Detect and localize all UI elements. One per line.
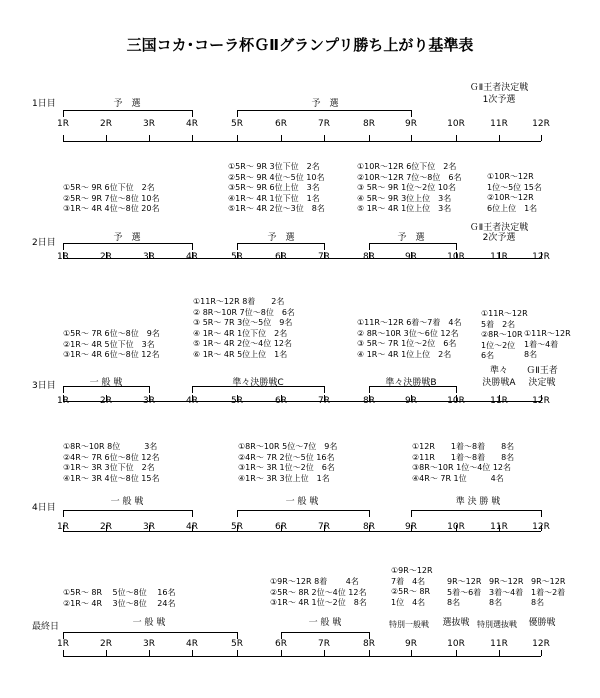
qualification-note — [524, 329, 571, 361]
group-bracket — [63, 110, 193, 117]
group-bracket — [411, 510, 542, 517]
round-label: 5R — [231, 396, 243, 406]
round-tick — [237, 650, 238, 656]
group-bracket — [63, 243, 193, 250]
note-line: ④1R～ 3R 3位上位 1名 — [238, 473, 330, 483]
note-line: ③1R～ 3R 1位～2位 6名 — [238, 463, 335, 472]
round-tick — [411, 650, 412, 656]
round-label: 3R — [143, 119, 155, 129]
round-axis — [63, 141, 541, 142]
qualification-note — [357, 318, 461, 360]
round-axis — [63, 531, 541, 532]
segment-header: 準 決 勝 戦 — [455, 497, 501, 507]
group-bracket — [281, 632, 370, 639]
segment-header: 1次予選 — [482, 95, 516, 105]
qualification-note — [270, 577, 367, 609]
group-bracket — [237, 243, 325, 250]
segment-header: 準々決勝戦C — [232, 378, 284, 388]
round-label: 11R — [490, 639, 508, 649]
round-label: 1R — [57, 119, 69, 129]
round-label: 1R — [57, 252, 69, 262]
round-label: 2R — [100, 522, 112, 532]
note-line: ⑤ 1R～ 4R 1位上位 3名 — [357, 204, 452, 213]
note-line: ①5R～ 7R 6位～8位 9名 — [63, 329, 160, 338]
note-line: ①5R～ 9R 6位下位 2名 — [63, 183, 155, 192]
note-line: ②5R～ 8R — [391, 587, 431, 596]
round-label: 6R — [275, 522, 287, 532]
round-tick — [281, 650, 282, 656]
segment-header: 一 般 戦 — [132, 618, 166, 628]
round-tick — [324, 650, 325, 656]
note-line: ①11R～12R — [524, 329, 571, 338]
note-line: ②10R～12R — [487, 193, 534, 202]
segment-header: 準々 — [489, 366, 509, 376]
note-line: 1着～4着 — [524, 339, 559, 349]
note-line: ①8R～10R 5位～7位 9名 — [238, 442, 338, 451]
round-label: 7R — [318, 396, 330, 406]
round-label: 8R — [363, 252, 375, 262]
note-line: ③ 5R～ 7R 3位～5位 9名 — [193, 318, 293, 327]
note-line: ⑤1R～ 4R 2位～3位 8名 — [228, 204, 325, 213]
round-tick — [324, 135, 325, 141]
note-line: ③8R～10R 1位～4位 12名 — [412, 463, 512, 472]
note-line: ②5R～ 8R 2位～4位 12名 — [270, 587, 367, 597]
note-line: ③ 5R～ 7R 1位～2位 6名 — [357, 339, 457, 348]
note-line: 6位上位 1名 — [487, 203, 538, 213]
round-label: 8R — [363, 396, 375, 406]
segment-header: 予 選 — [113, 233, 141, 243]
group-bracket — [63, 632, 238, 639]
note-line: ①10R～12R 6位下位 2名 — [357, 162, 457, 171]
round-label: 6R — [275, 119, 287, 129]
round-label: 5R — [231, 639, 243, 649]
round-label: 3R — [143, 639, 155, 649]
round-tick — [411, 135, 412, 141]
note-line: ④4R～ 7R 1位 4名 — [412, 473, 504, 483]
round-label: 4R — [186, 522, 198, 532]
note-line: ②4R～ 7R 6位～8位 12名 — [63, 452, 160, 462]
qualification-note — [487, 172, 542, 214]
round-tick — [281, 135, 282, 141]
note-line: 1位～2位 — [481, 340, 516, 350]
round-label: 9R — [405, 252, 417, 262]
note-line: 8名 — [524, 350, 538, 359]
round-label: 1R — [57, 639, 69, 649]
note-line: 1着～2着 — [531, 587, 566, 597]
note-line: 7着 4名 — [391, 576, 426, 586]
page-title: 三国コカ･コーラ杯ＧⅡグランプリ勝ち上がり基準表 — [126, 36, 474, 54]
round-label: 4R — [186, 252, 198, 262]
note-line: ② 8R～10R 7位～8位 6名 — [193, 307, 295, 317]
round-tick — [106, 650, 107, 656]
note-line: 8名 — [447, 598, 461, 607]
round-tick — [369, 650, 370, 656]
segment-header: 2次予選 — [482, 233, 516, 243]
note-line: 6名 — [481, 351, 495, 360]
group-bracket — [237, 110, 412, 117]
note-line: ①9R～12R — [391, 566, 433, 575]
round-label: 2R — [100, 252, 112, 262]
round-tick — [237, 135, 238, 141]
note-line: ③1R～ 4R 6位～8位 12名 — [63, 350, 160, 359]
round-label: 1R — [57, 396, 69, 406]
round-tick — [63, 135, 64, 141]
group-bracket — [63, 510, 193, 517]
round-label: 12R — [532, 639, 550, 649]
round-label: 8R — [363, 639, 375, 649]
qualification-note — [357, 162, 461, 215]
segment-header: ＧⅡ王者決定戦 — [469, 223, 529, 233]
round-label: 11R — [490, 522, 508, 532]
round-label: 11R — [490, 252, 508, 262]
note-line: ①5R～ 9R 3位下位 2名 — [228, 162, 320, 171]
note-line: 9R～12R — [447, 577, 482, 586]
segment-header: 予 選 — [267, 233, 295, 243]
note-line: ③1R～ 4R 4位～8位 20名 — [63, 204, 160, 213]
day-label: 3日目 — [32, 381, 56, 391]
note-line: ② 8R～10R 3位～6位 12名 — [357, 328, 459, 338]
segment-header: 予 選 — [113, 99, 141, 109]
round-label: 3R — [143, 252, 155, 262]
round-tick — [149, 135, 150, 141]
day-label: 最終日 — [32, 622, 60, 632]
round-tick — [106, 135, 107, 141]
round-tick — [149, 650, 150, 656]
note-line: ②5R～ 9R 7位～8位 10名 — [63, 193, 160, 203]
segment-header: ＧⅡ王者 — [526, 366, 558, 376]
segment-header: 決勝戦A — [482, 378, 516, 388]
note-line: ②4R～ 7R 2位～5位 16名 — [238, 452, 335, 462]
note-line: ③1R～ 3R 3位下位 2名 — [63, 463, 155, 472]
round-axis — [63, 656, 541, 657]
note-line: 8名 — [531, 598, 545, 607]
round-label: 3R — [143, 396, 155, 406]
round-label: 5R — [231, 252, 243, 262]
qualification-note — [193, 297, 295, 360]
round-label: 4R — [186, 639, 198, 649]
qualification-note — [238, 442, 337, 484]
round-label: 1R — [57, 522, 69, 532]
round-tick — [192, 650, 193, 656]
round-tick — [456, 135, 457, 141]
note-line: ①11R～12R 8着 2名 — [193, 297, 285, 306]
note-line: 9R～12R — [489, 577, 524, 586]
round-label: 4R — [186, 396, 198, 406]
round-label: 12R — [532, 522, 550, 532]
round-label: 11R — [490, 396, 508, 406]
qualification-note — [63, 329, 160, 361]
qualification-note — [481, 309, 528, 362]
qualification-note — [63, 183, 159, 215]
note-line: 9R～12R — [531, 577, 566, 586]
round-tick — [499, 650, 500, 656]
note-line: ③5R～ 9R 6位上位 3名 — [228, 183, 320, 192]
note-line: ④ 1R～ 4R 1位下位 2名 — [193, 328, 288, 338]
note-line: ③1R～ 4R 1位～2位 8名 — [270, 598, 367, 607]
round-tick — [499, 135, 500, 141]
note-line: ②1R～ 4R 3位～8位 24名 — [63, 598, 176, 608]
round-label: 10R — [447, 639, 465, 649]
note-line: ①11R～12R 6着～7着 4名 — [357, 318, 462, 327]
note-line: ①12R 1着～8着 8名 — [412, 442, 515, 451]
segment-header: 一 般 戦 — [110, 497, 144, 507]
round-label: 10R — [447, 522, 465, 532]
round-label: 10R — [447, 119, 465, 129]
segment-header: 一 般 戦 — [285, 497, 319, 507]
round-label: 4R — [186, 119, 198, 129]
note-line: ④ 1R～ 4R 1位上位 2名 — [357, 349, 452, 359]
round-label: 5R — [231, 522, 243, 532]
segment-header: 予 選 — [397, 233, 425, 243]
round-tick — [369, 135, 370, 141]
round-label: 8R — [363, 522, 375, 532]
round-axis — [63, 258, 541, 259]
segment-header: ＧⅡ王者決定戦 — [469, 83, 529, 93]
qualification-note — [228, 162, 325, 215]
segment-header: 特別選抜戦 — [477, 620, 517, 629]
note-line: ①11R～12R — [481, 309, 528, 318]
note-line: ④1R～ 3R 4位～8位 15名 — [63, 473, 160, 483]
segment-header: 一 般 戦 — [308, 618, 342, 628]
note-line: ②1R～ 4R 5位下位 3名 — [63, 339, 155, 349]
qualification-note — [391, 566, 433, 608]
round-axis — [63, 401, 541, 402]
round-label: 12R — [532, 252, 550, 262]
note-line: ①8R～10R 8位 3名 — [63, 442, 158, 451]
round-label: 6R — [275, 396, 287, 406]
note-line: 8名 — [489, 598, 503, 607]
segment-header: 選抜戦 — [442, 618, 470, 628]
round-label: 5R — [231, 119, 243, 129]
round-tick — [456, 650, 457, 656]
note-line: ②11R 1着～8着 8名 — [412, 452, 515, 462]
note-line: ③ 5R～ 9R 1位～2位 10名 — [357, 183, 456, 192]
round-label: 9R — [405, 639, 417, 649]
round-label: 8R — [363, 119, 375, 129]
round-tick — [192, 135, 193, 141]
round-label: 9R — [405, 119, 417, 129]
round-label: 2R — [100, 396, 112, 406]
segment-header: 優勝戦 — [528, 618, 556, 628]
note-line: ②10R～12R 7位～8位 6名 — [357, 172, 462, 182]
note-line: ①10R～12R — [487, 172, 534, 181]
round-label: 11R — [490, 119, 508, 129]
round-tick — [541, 135, 542, 141]
day-label: 4日目 — [32, 503, 56, 513]
note-line: ①9R～12R 8着 4名 — [270, 577, 359, 586]
note-line: 5着～6着 — [447, 587, 482, 597]
round-label: 3R — [143, 522, 155, 532]
note-line: ④ 5R～ 9R 3位上位 3名 — [357, 193, 452, 203]
qualification-note — [63, 588, 175, 609]
round-label: 2R — [100, 639, 112, 649]
note-line: 1位 4名 — [391, 597, 426, 607]
note-line: ①5R～ 8R 5位～8位 16名 — [63, 588, 176, 597]
qualification-note — [63, 442, 159, 484]
round-label: 9R — [405, 396, 417, 406]
group-bracket — [369, 243, 457, 250]
note-line: 5着 2名 — [481, 319, 516, 329]
round-label: 6R — [275, 639, 287, 649]
day-label: 1日目 — [32, 99, 56, 109]
qualification-note — [447, 577, 481, 609]
segment-header: 一 般 戦 — [89, 378, 123, 388]
round-label: 10R — [447, 396, 465, 406]
note-line: ④1R～ 4R 1位下位 1名 — [228, 193, 320, 203]
note-line: ②5R～ 9R 4位～5位 10名 — [228, 172, 325, 182]
round-label: 7R — [318, 639, 330, 649]
round-label: 12R — [532, 119, 550, 129]
round-label: 9R — [405, 522, 417, 532]
qualification-note — [531, 577, 565, 609]
note-line: 1位～5位 15名 — [487, 182, 542, 192]
round-label: 7R — [318, 522, 330, 532]
segment-header: 準々決勝戦B — [385, 378, 437, 388]
day-label: 2日目 — [32, 238, 56, 248]
round-label: 6R — [275, 252, 287, 262]
round-label: 2R — [100, 119, 112, 129]
note-line: 3着～4着 — [489, 587, 524, 597]
round-tick — [541, 650, 542, 656]
round-label: 10R — [447, 252, 465, 262]
segment-header: 決定戦 — [528, 378, 556, 388]
note-line: ⑤ 1R～ 4R 2位～4位 12名 — [193, 339, 292, 348]
round-tick — [63, 650, 64, 656]
group-bracket — [237, 510, 370, 517]
round-label: 7R — [318, 252, 330, 262]
segment-header: 予 選 — [311, 99, 339, 109]
qualification-note — [489, 577, 523, 609]
round-label: 7R — [318, 119, 330, 129]
note-line: ⑥ 1R～ 4R 5位上位 1名 — [193, 349, 288, 359]
qualification-note — [412, 442, 514, 484]
note-line: ②8R～10R — [481, 330, 523, 339]
round-label: 12R — [532, 396, 550, 406]
segment-header: 特別一般戦 — [389, 620, 429, 629]
